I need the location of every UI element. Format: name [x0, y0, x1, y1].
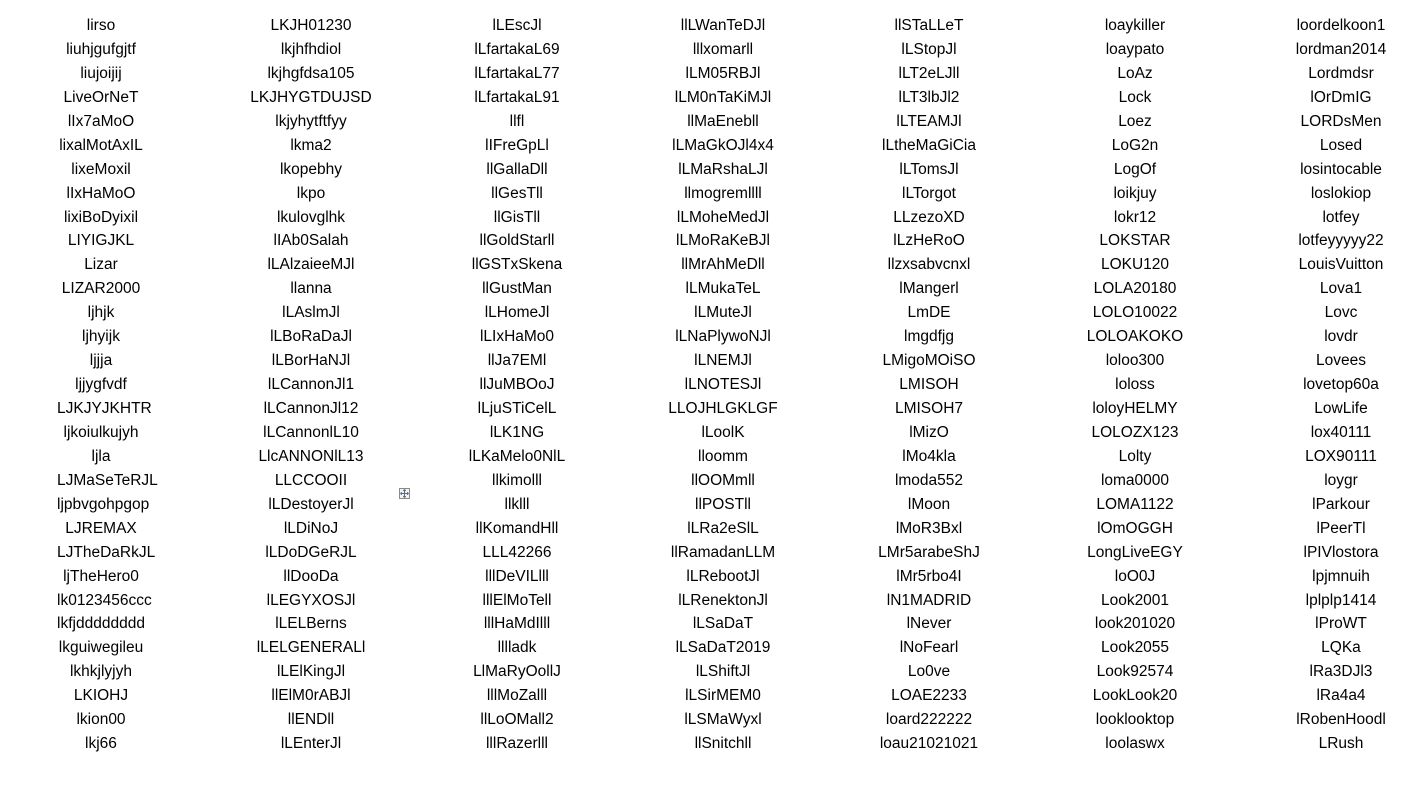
table-cell: ljhjk — [87, 304, 115, 322]
table-cell: LMigoMOiSO — [882, 352, 976, 370]
table-cell: LookLook20 — [1092, 687, 1178, 705]
table-cell: LlcANNONlL13 — [258, 447, 364, 465]
table-cell: loO0J — [1114, 567, 1156, 585]
table-cell: lNoFearl — [899, 639, 959, 657]
table-cell: lLEGYXOSJl — [266, 591, 356, 609]
table-cell: lLIxHaMo0 — [479, 328, 555, 346]
table-cell: LJTheDaRkJL — [57, 543, 156, 561]
table-cell: lLfartakaL91 — [474, 88, 560, 106]
table-cell: lllMoZalll — [486, 687, 548, 705]
table-cell: llJuMBOoJ — [479, 376, 555, 394]
table-cell: lProWT — [1315, 615, 1367, 633]
table-cell: llGustMan — [482, 280, 552, 298]
table-cell: LoG2n — [1111, 136, 1159, 154]
table-cell: lplplp1414 — [1305, 591, 1377, 609]
table-cell: lLBorHaNJl — [271, 352, 351, 370]
table-cell: lIFreGpLl — [485, 136, 549, 154]
table-cell: liujoijij — [80, 64, 122, 82]
table-cell: LKJH01230 — [270, 17, 352, 34]
table-cell: LOKU120 — [1100, 256, 1170, 274]
table-cell: LOLA20180 — [1093, 280, 1177, 298]
table-cell: llKomandHll — [475, 519, 559, 537]
table-cell: lLElKingJl — [276, 663, 346, 681]
table-cell: lN1MADRID — [886, 591, 972, 609]
table-cell: lLAlzaieeMJl — [267, 256, 355, 274]
table-move-handle-icon[interactable] — [399, 488, 410, 499]
table-cell: lkma2 — [290, 136, 332, 154]
table-cell: lllRazerlll — [485, 735, 548, 753]
table-cell: lLDiNoJ — [283, 519, 339, 537]
table-cell: ljhyijk — [82, 328, 120, 346]
table-cell: lLK1NG — [489, 423, 545, 441]
table-cell: lkopebhy — [279, 160, 343, 178]
table-cell: Lovees — [1316, 352, 1366, 370]
table-cell: liuhjgufgjtf — [66, 40, 136, 58]
table-cell: loordelkoon1 — [1296, 17, 1386, 34]
table-cell: Lizar — [84, 256, 118, 274]
table-cell: Lock — [1118, 88, 1152, 106]
table-cell: lLMoRaKeBJl — [676, 232, 770, 250]
table-cell: lkulovglhk — [276, 208, 346, 226]
table-cell: loaypato — [1105, 40, 1165, 58]
table-cell: llGesTll — [491, 184, 543, 202]
table-cell: lovetop60a — [1303, 376, 1379, 394]
table-cell: LOLO10022 — [1092, 304, 1178, 322]
table-cell: loau21021021 — [879, 735, 979, 753]
table-cell: Lordmdsr — [1308, 64, 1374, 82]
table-cell: llRamadanLLM — [670, 543, 776, 561]
table-cell: LJREMAX — [65, 519, 137, 537]
table-cell: LMr5arabeShJ — [878, 543, 980, 561]
table-cell: llSTaLLeT — [894, 17, 964, 34]
table-cell: lLMuteJl — [694, 304, 752, 322]
table-cell: lovdr — [1324, 328, 1358, 346]
table-cell: lLtheMaGiCia — [882, 136, 976, 154]
table-cell: llLoOMall2 — [480, 711, 554, 729]
table-cell: Look2001 — [1100, 591, 1170, 609]
table-cell: lpjmnuih — [1312, 567, 1370, 585]
table-cell: LOKSTAR — [1099, 232, 1171, 250]
table-cell: lLT2eLJll — [898, 64, 960, 82]
table-cell: lLCannonJl12 — [263, 400, 359, 417]
table-cell: Look2055 — [1100, 639, 1170, 657]
table-cell: lLMukaTeL — [685, 280, 761, 298]
table-cell: LJMaSeTeRJL — [57, 471, 158, 489]
table-cell: lMoon — [907, 495, 951, 513]
table-cell: lLDoDGeRJL — [265, 543, 357, 561]
table-cell: LmDE — [907, 304, 951, 322]
table-cell: lixeMoxil — [71, 160, 131, 178]
table-cell: LMISOH — [899, 376, 959, 394]
table-cell: ljTheHero0 — [63, 567, 139, 585]
table-cell: LongLiveEGY — [1087, 543, 1183, 561]
table-cell: LowLife — [1314, 400, 1368, 417]
table-cell: lIAb0Salah — [273, 232, 349, 250]
table-cell: lLSMaWyxl — [684, 711, 762, 729]
table-cell: lLBoRaDaJl — [270, 328, 352, 346]
table-cell: lk0123456ccc — [57, 591, 152, 609]
table-cell: lMo4kla — [902, 447, 956, 465]
table-cell: lPIVlostora — [1303, 543, 1379, 561]
table-cell: loard222222 — [885, 711, 973, 729]
table-cell: Losed — [1319, 136, 1363, 154]
table-cell: lLMaRshaLJl — [678, 160, 768, 178]
table-cell: lllDeVILlll — [485, 567, 549, 585]
table-cell: LORDsMen — [1300, 112, 1382, 130]
table-cell: lLT3lbJl2 — [898, 88, 960, 106]
table-cell: lkguiwegileu — [58, 639, 144, 657]
table-cell: LMISOH7 — [894, 400, 964, 417]
table-cell: losintocable — [1300, 160, 1382, 178]
table-cell: lLCannonlL10 — [263, 423, 359, 441]
table-cell: lLTomsJl — [899, 160, 959, 178]
table-cell: lLSaDaT — [692, 615, 754, 633]
table-cell: lokr12 — [1113, 208, 1157, 226]
table-cell: LOLOZX123 — [1091, 423, 1179, 441]
table-cell: lPeerTl — [1316, 519, 1366, 537]
table-cell: LOX90111 — [1305, 447, 1377, 465]
table-cell: LlMaRyOollJ — [473, 663, 561, 681]
table-cell: LKJHYGTDUJSD — [250, 88, 372, 106]
table-cell: lLzHeRoO — [893, 232, 965, 250]
table-cell: llmogremllll — [684, 184, 762, 202]
table-cell: ljkoiulkujyh — [63, 423, 139, 441]
table-cell: lLDestoyerJl — [268, 495, 354, 513]
table-cell: loloyHELMY — [1092, 400, 1178, 417]
table-cell: llDooDa — [283, 567, 339, 585]
table-cell: lllElMoTell — [482, 591, 552, 609]
username-table — [0, 14, 1409, 756]
table-cell: lLNEMJl — [694, 352, 752, 370]
table-cell: lLfartakaL69 — [474, 40, 560, 58]
table-cell: lNever — [906, 615, 952, 633]
table-cell: llElM0rABJl — [271, 687, 351, 705]
table-cell: lllladk — [497, 639, 537, 657]
table-cell: lmoda552 — [894, 471, 964, 489]
table-cell: LKIOHJ — [73, 687, 129, 705]
table-cell: lLStopJl — [901, 40, 957, 58]
table-cell: Lo0ve — [907, 663, 951, 681]
table-cell: lLTorgot — [902, 184, 956, 202]
table-cell: llGallaDll — [486, 160, 548, 178]
table-cell: lLSaDaT2019 — [675, 639, 771, 657]
table-cell: llOOMmll — [691, 471, 755, 489]
table-cell: LOLOAKOKO — [1086, 328, 1184, 346]
table-cell: lRa3DJl3 — [1309, 663, 1373, 681]
table-cell: lLNaPlywoNJl — [675, 328, 771, 346]
table-cell: llGisTll — [493, 208, 541, 226]
table-cell: ljla — [91, 447, 111, 465]
table-cell: lParkour — [1312, 495, 1370, 513]
table-cell: LRush — [1318, 735, 1364, 753]
table-cell: LLzezoXD — [893, 208, 965, 226]
table-cell: lIx7aMoO — [67, 112, 135, 130]
table-cell: loygr — [1324, 471, 1358, 489]
table-cell: loloo300 — [1105, 352, 1165, 370]
table-cell: lLSirMEM0 — [685, 687, 761, 705]
table-cell: llzxsabvcnxl — [887, 256, 971, 274]
table-cell: lLTEAMJl — [896, 112, 962, 130]
table-cell: lIxHaMoO — [66, 184, 136, 202]
table-cell: LoAz — [1117, 64, 1153, 82]
table-cell: llSnitchll — [694, 735, 752, 753]
table-cell: lLAslmJl — [282, 304, 340, 322]
table-cell: looklooktop — [1095, 711, 1175, 729]
table-cell: Loez — [1118, 112, 1152, 130]
table-cell: LiveOrNeT — [63, 88, 139, 106]
table-cell: loikjuy — [1113, 184, 1157, 202]
table-cell: lMangerl — [899, 280, 959, 298]
table-cell: llGoldStarll — [479, 232, 555, 250]
table-cell: Lova1 — [1319, 280, 1363, 298]
table-cell: lloomm — [698, 447, 748, 465]
table-cell: lLM05RBJl — [685, 64, 761, 82]
table-cell: lLELGENERALl — [256, 639, 366, 657]
table-cell: lMr5rbo4I — [896, 567, 962, 585]
table-cell: Lovc — [1324, 304, 1358, 322]
table-cell: lkjhfhdiol — [280, 40, 342, 58]
table-cell: ljpbvgohpgop — [57, 495, 150, 513]
table-cell: lixiBoDyixil — [63, 208, 139, 226]
table-cell: ljjygfvdf — [75, 376, 127, 394]
table-cell: LOMA1122 — [1096, 495, 1174, 513]
table-cell: llGSTxSkena — [471, 256, 563, 274]
table-cell: lMoR3Bxl — [895, 519, 963, 537]
table-cell: lLMoheMedJl — [676, 208, 770, 226]
table-cell: lLCannonJl1 — [267, 376, 355, 394]
table-cell: lllHaMdIlll — [483, 615, 551, 633]
table-cell: LLCCOOII — [274, 471, 348, 489]
table-cell: lLEnterJl — [280, 735, 342, 753]
table-cell: ljjja — [89, 352, 113, 370]
table-cell: llLWanTeDJl — [680, 17, 766, 34]
table-cell: lLRenektonJl — [678, 591, 768, 609]
table-cell: loolaswx — [1105, 735, 1165, 753]
table-cell: lLKaMelo0NlL — [468, 447, 566, 465]
table-cell: lmgdfjg — [904, 328, 954, 346]
table-cell: lMizO — [909, 423, 949, 441]
table-cell: lRa4a4 — [1316, 687, 1366, 705]
table-cell: lLMaGkOJl4x4 — [672, 136, 774, 154]
table-cell: LOAE2233 — [891, 687, 967, 705]
table-cell: llkimolll — [492, 471, 542, 489]
table-cell: llklll — [504, 495, 530, 513]
table-cell: lkhkjlyjyh — [69, 663, 132, 681]
table-cell: lLNOTESJl — [684, 376, 762, 394]
table-cell: loslokiop — [1310, 184, 1372, 202]
table-cell: lox40111 — [1310, 423, 1372, 441]
table-cell: llfl — [509, 112, 525, 130]
table-cell: lkfjdddddddd — [57, 615, 145, 633]
table-cell: llPOSTll — [695, 495, 751, 513]
table-cell: llJa7EMl — [487, 352, 547, 370]
table-cell: LLL42266 — [482, 543, 552, 561]
table-cell: llanna — [290, 280, 332, 298]
table-cell: lLoolK — [701, 423, 745, 441]
table-cell: loloss — [1115, 376, 1155, 394]
table-cell: LogOf — [1113, 160, 1157, 178]
table-cell: loma0000 — [1100, 471, 1170, 489]
table-cell: lOmOGGH — [1097, 519, 1173, 537]
table-cell: lotfeyyyyy22 — [1298, 232, 1384, 250]
table-cell: lllxomarll — [692, 40, 754, 58]
table-cell: llMrAhMeDll — [681, 256, 765, 274]
table-cell: llENDll — [287, 711, 335, 729]
table-cell: lkj66 — [85, 735, 117, 753]
table-cell: LIYIGJKL — [67, 232, 135, 250]
table-cell: lLRebootJl — [686, 567, 760, 585]
table-cell: lRobenHoodl — [1296, 711, 1386, 729]
table-cell: Look92574 — [1096, 663, 1174, 681]
table-cell: lordman2014 — [1295, 40, 1387, 58]
table-cell: look201020 — [1094, 615, 1176, 633]
table-cell: LouisVuitton — [1298, 256, 1384, 274]
table-cell: lLHomeJl — [484, 304, 550, 322]
table-cell: lkjyhytftfyy — [275, 112, 347, 130]
table-cell: lkjhgfdsa105 — [267, 64, 355, 82]
table-cell: LLOJHLGKLGF — [668, 400, 778, 417]
table-cell: lLfartakaL77 — [474, 64, 560, 82]
table-cell: Lolty — [1118, 447, 1152, 465]
table-cell: lLRa2eSlL — [687, 519, 759, 537]
table-cell: LJKJYJKHTR — [57, 400, 152, 417]
table-cell: lLEscJl — [492, 17, 542, 34]
table-cell: LQKa — [1321, 639, 1361, 657]
table-cell: lLjuSTiCelL — [477, 400, 557, 417]
table-cell: lirso — [86, 17, 116, 34]
table-cell: lLM0nTaKiMJl — [674, 88, 772, 106]
table-cell: lixalMotAxIL — [59, 136, 143, 154]
table-cell: loaykiller — [1104, 17, 1166, 34]
table-cell: lotfey — [1322, 208, 1360, 226]
table-cell: LIZAR2000 — [61, 280, 141, 298]
table-cell: lLELBerns — [275, 615, 347, 633]
table-cell: lOrDmIG — [1310, 88, 1372, 106]
table-cell: lkion00 — [76, 711, 126, 729]
table-cell: lkpo — [296, 184, 326, 202]
table-cell: llMaEnebll — [687, 112, 759, 130]
table-cell: lLShiftJl — [695, 663, 751, 681]
